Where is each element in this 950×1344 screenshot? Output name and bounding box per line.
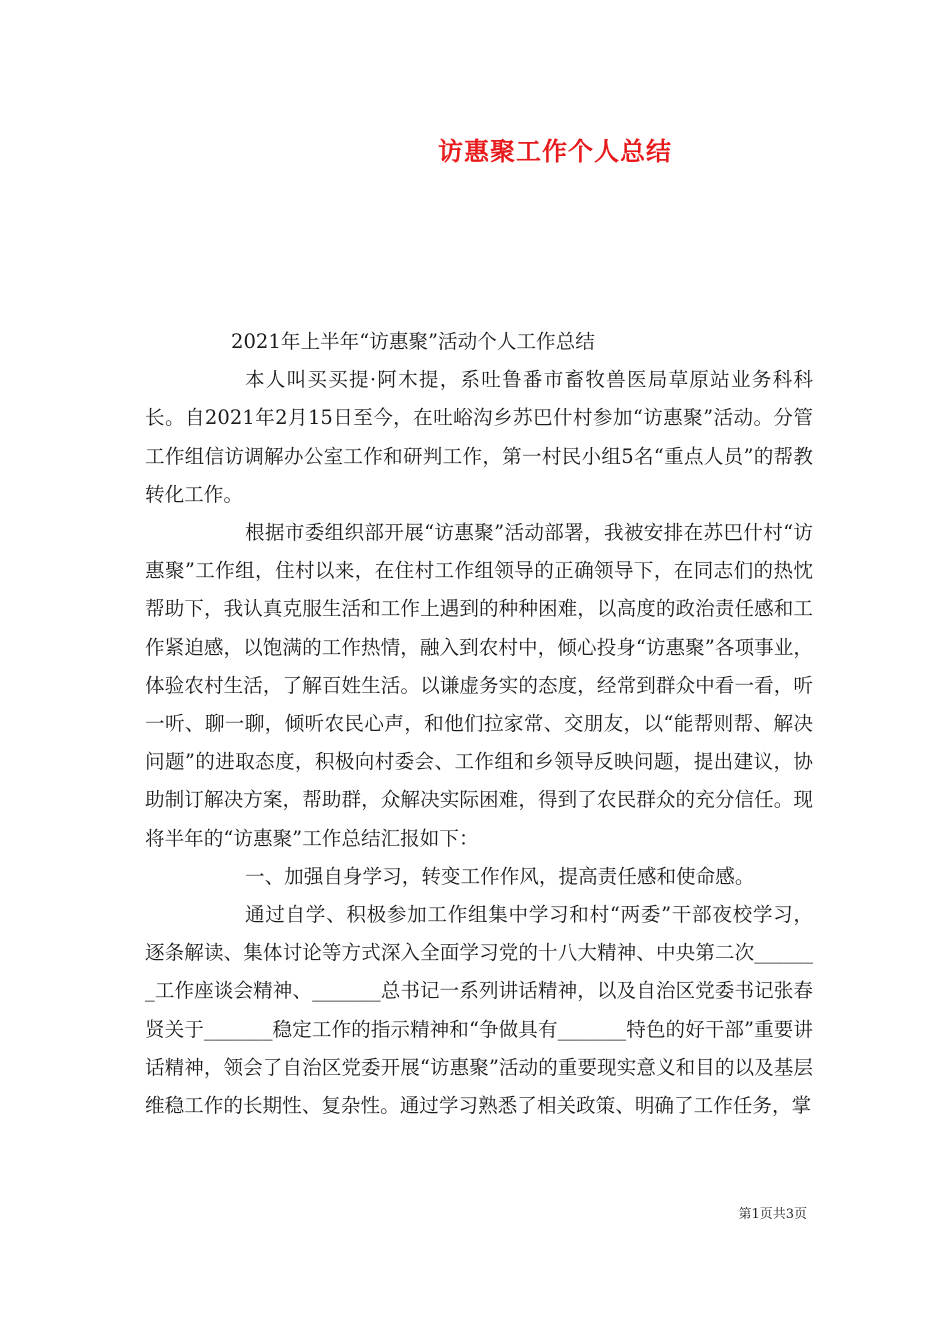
paragraph-background: 根据市委组织部开展“访惠聚”活动部署，我被安排在苏巴什村“访惠聚”工作组，住村以来，在住村工作组领导的正确领导下，在同志们的热忱帮助下，我认真克服生活和工作上遇到的种种困难，以高度的政治责任感和工作紧迫感，以饱满的工作热情，融入到农村中，倾心投身“访惠聚”各项事业，体验农村生活，了解百姓生活。以谦虚务实的态度，经常到群众中看一看，听一听、聊一聊，倾听农民心声，和他们拉家常、交朋友，以“能帮则帮、解决问题”的进取态度，积极向村委会、工作组和乡领导反映问题，提出建议，协助制订解决方案，帮助群，众解决实际困难，得到了农民群众的充分信任。现将半年的“访惠聚”工作总结汇报如下： xyxy=(145,521,813,850)
paragraph-intro: 本人叫买买提·阿木提，系吐鲁番市畜牧兽医局草原站业务科科长。自2021年2月15日至今，在吐峪沟乡苏巴什村参加“访惠聚”活动。分管工作组信访调解办公室工作和研判工作，第一村民小组5名“重点人员”的帮教转化工作。 xyxy=(145,368,813,506)
page-number: 第1页共3页 xyxy=(738,1207,807,1222)
section-heading-1: 一、加强自身学习，转变工作作风，提高责任感和使命感。 xyxy=(245,864,755,888)
document-subtitle: 2021年上半年“访惠聚”活动个人工作总结 xyxy=(231,330,595,353)
paragraph-study: 通过自学、积极参加工作组集中学习和村“两委”干部夜校学习，逐条解读、集体讨论等方式深入全面学习党的十八大精神、中央第二次_______工作座谈会精神、_______总书记一系列讲话精神，以及自治区党委书记张春贤关于_______稳定工作的指示精神和“争做具有_______特色的好干部”重要讲话精神，领会了自治区党委开展“访惠聚”活动的重要现实意义和目的以及基层维稳工作的长期性、复杂性。通过学习熟悉了相关政策、明确了工作任务，掌 xyxy=(145,903,813,1118)
document-title: 访惠聚工作个人总结 xyxy=(437,137,672,166)
document-body xyxy=(145,323,813,1125)
